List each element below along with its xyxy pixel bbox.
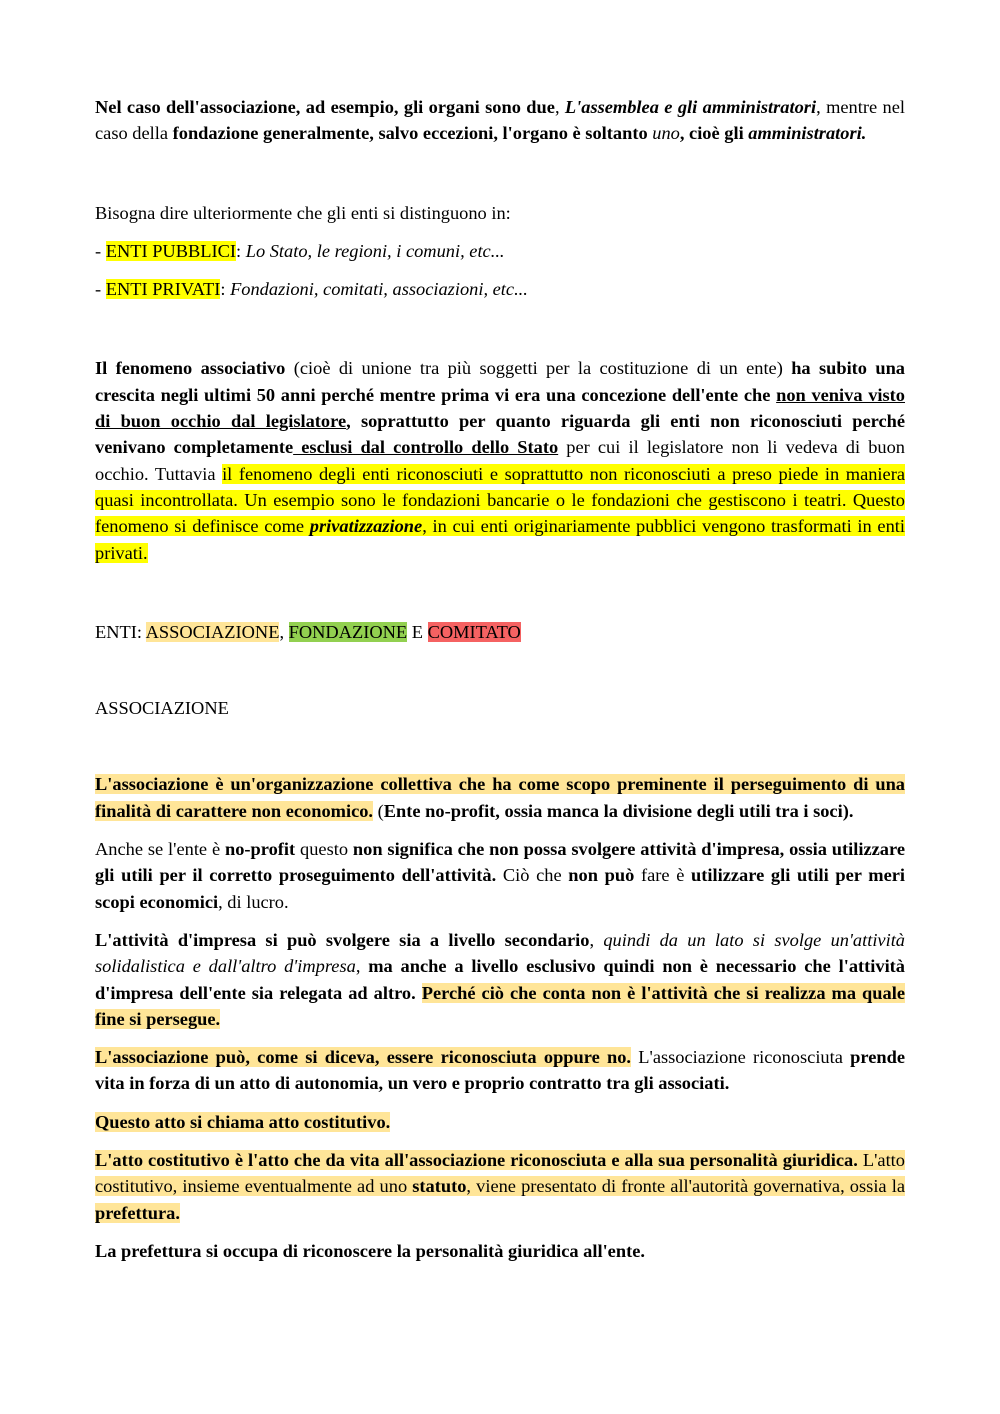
list-item-enti-privati <box>95 276 905 302</box>
highlighted-text: Questo atto si chiama atto costitutivo. <box>95 1111 391 1132</box>
text-run: amministratori. <box>748 123 867 144</box>
text-run: E <box>407 621 428 642</box>
text-run: non significa che non possa svolgere attività d'impresa, ossia utilizzare gli utili per il corretto proseguimento dell'attività. <box>95 839 905 886</box>
paragraph-attivita-impresa <box>95 927 905 1032</box>
paragraph-riconosciuta <box>95 1044 905 1097</box>
highlighted-label: COMITATO <box>427 621 521 642</box>
highlighted-text: , in cui enti originariamente pubblici vengono trasformati in enti privati. <box>95 516 906 563</box>
text-run: esclusi dal controllo dello Stato <box>293 437 559 458</box>
paragraph-prefettura: La prefettura si occupa di riconoscere la personalità giuridica all'ente. <box>95 1240 645 1261</box>
list-dash: - <box>95 279 106 300</box>
list-item-enti-pubblici <box>95 238 905 264</box>
text-run: , <box>589 929 604 950</box>
text-run: uno <box>652 123 680 144</box>
text-run: , <box>279 621 289 642</box>
highlighted-text: prefettura. <box>95 1202 180 1223</box>
text-run: quindi da un lato si svolge un'attività solidalistica e dall'altro d'impresa <box>95 929 906 977</box>
text-run: non può <box>568 865 635 886</box>
highlighted-text: L'atto costitutivo, insieme eventualmente ad uno <box>95 1150 905 1197</box>
highlighted-text: L'atto costitutivo è l'atto che da vita all'associazione riconosciuta e alla sua personalità giuridica. <box>95 1150 858 1171</box>
highlighted-label: ASSOCIAZIONE <box>145 621 280 642</box>
section-heading-associazione: ASSOCIAZIONE <box>95 698 229 719</box>
text-run: non veniva visto di buon occhio dal legislatore <box>95 384 905 432</box>
text-run: fare è <box>634 865 692 886</box>
text-run: , cioè gli <box>679 123 749 144</box>
text-run: (cioè di unione tra più soggetti per la costituzione di un ente) <box>285 358 792 379</box>
text-run: per cui il legislatore non li vedeva di buon occhio. Tuttavia <box>95 437 905 484</box>
text-run: , <box>355 956 369 977</box>
text-run: Fondazioni, comitati, associazioni, etc... <box>230 279 528 300</box>
paragraph-definizione <box>95 771 905 824</box>
text-run: , di lucro. <box>218 891 289 912</box>
paragraph-atto-costitutivo <box>95 1147 905 1226</box>
highlighted-text: L'associazione è un'organizzazione collettiva che ha come scopo preminente il perseguimento di una finalità di carattere non economico. <box>95 774 905 821</box>
highlighted-label: ENTI PRIVATI <box>105 279 221 300</box>
paragraph-enti-tipi <box>95 619 905 645</box>
highlighted-text: , viene presentato di fronte all'autorità governativa, ossia la <box>466 1176 905 1197</box>
highlighted-text: Perché ciò che conta non è l'attività che si realizza ma quale fine si persegue. <box>95 982 905 1029</box>
text-run: ( <box>373 800 384 821</box>
highlighted-text: privatizzazione <box>309 516 423 537</box>
document-page <box>95 94 905 1264</box>
text-run: L'attività d'impresa si può svolgere sia a livello secondario <box>95 929 590 950</box>
text-run: utilizzare gli utili per meri scopi economici <box>95 865 906 912</box>
paragraph-distinzione: Bisogna dire ulteriormente che gli enti si distinguono in: <box>95 202 511 223</box>
list-dash: - <box>95 240 106 261</box>
text-run: ENTI: <box>95 621 146 642</box>
highlighted-text: statuto <box>412 1176 467 1197</box>
text-run: ma anche a livello esclusivo quindi non è necessario che l'attività d'impresa dell'ente sia relegata ad altro. <box>95 956 905 1003</box>
text-run: Ciò che <box>496 865 569 886</box>
text-run: no-profit <box>224 839 296 860</box>
text-run: Nel caso dell'associazione, ad esempio, gli organi sono due <box>95 97 555 117</box>
paragraph-atto-costitutivo-nome <box>95 1109 905 1135</box>
text-run: : <box>236 240 246 261</box>
text-run: , <box>554 97 565 117</box>
text-run: Ente no-profit, ossia manca la divisione degli utili tra i soci). <box>383 800 854 821</box>
text-run: ha subito una crescita negli ultimi 50 anni perché mentre prima vi era una concezione dell'ente che <box>95 358 905 405</box>
paragraph-fenomeno-associativo <box>95 355 905 565</box>
paragraph-organi <box>95 94 905 147</box>
highlighted-text: L'associazione può, come si diceva, essere riconosciuta oppure no. <box>95 1047 632 1068</box>
text-run: Anche se l'ente è <box>95 839 225 860</box>
text-run: L'associazione riconosciuta <box>631 1047 851 1068</box>
text-run: prende vita in forza di un atto di autonomia, un vero e proprio contratto tra gli associati. <box>95 1047 906 1094</box>
text-run: : <box>220 279 231 300</box>
paragraph-no-profit <box>95 836 905 915</box>
highlighted-label: ENTI PUBBLICI <box>105 240 236 261</box>
text-run: Il fenomeno associativo <box>95 358 286 379</box>
highlighted-text: il fenomeno degli enti riconosciuti e soprattutto non riconosciuti a preso piede in maniera quasi incontrollata. Un esempio sono le fondazioni bancarie o le fondazioni che gestiscono i teatri. Questo fenomeno si definisce come <box>95 463 905 537</box>
text-run: L'assemblea e gli amministratori <box>564 97 817 117</box>
text-run: , <box>816 97 821 117</box>
text-run: questo <box>295 839 353 860</box>
text-run: , soprattutto per quanto riguarda gli enti non riconosciuti perché venivano completamente <box>95 411 906 458</box>
text-run: mentre nel caso della <box>95 97 905 144</box>
text-run: Lo Stato, le regioni, i comuni, etc... <box>245 240 505 261</box>
text-run: fondazione generalmente, salvo eccezioni, l'organo è soltanto <box>172 123 653 144</box>
highlighted-label: FONDAZIONE <box>288 621 408 642</box>
